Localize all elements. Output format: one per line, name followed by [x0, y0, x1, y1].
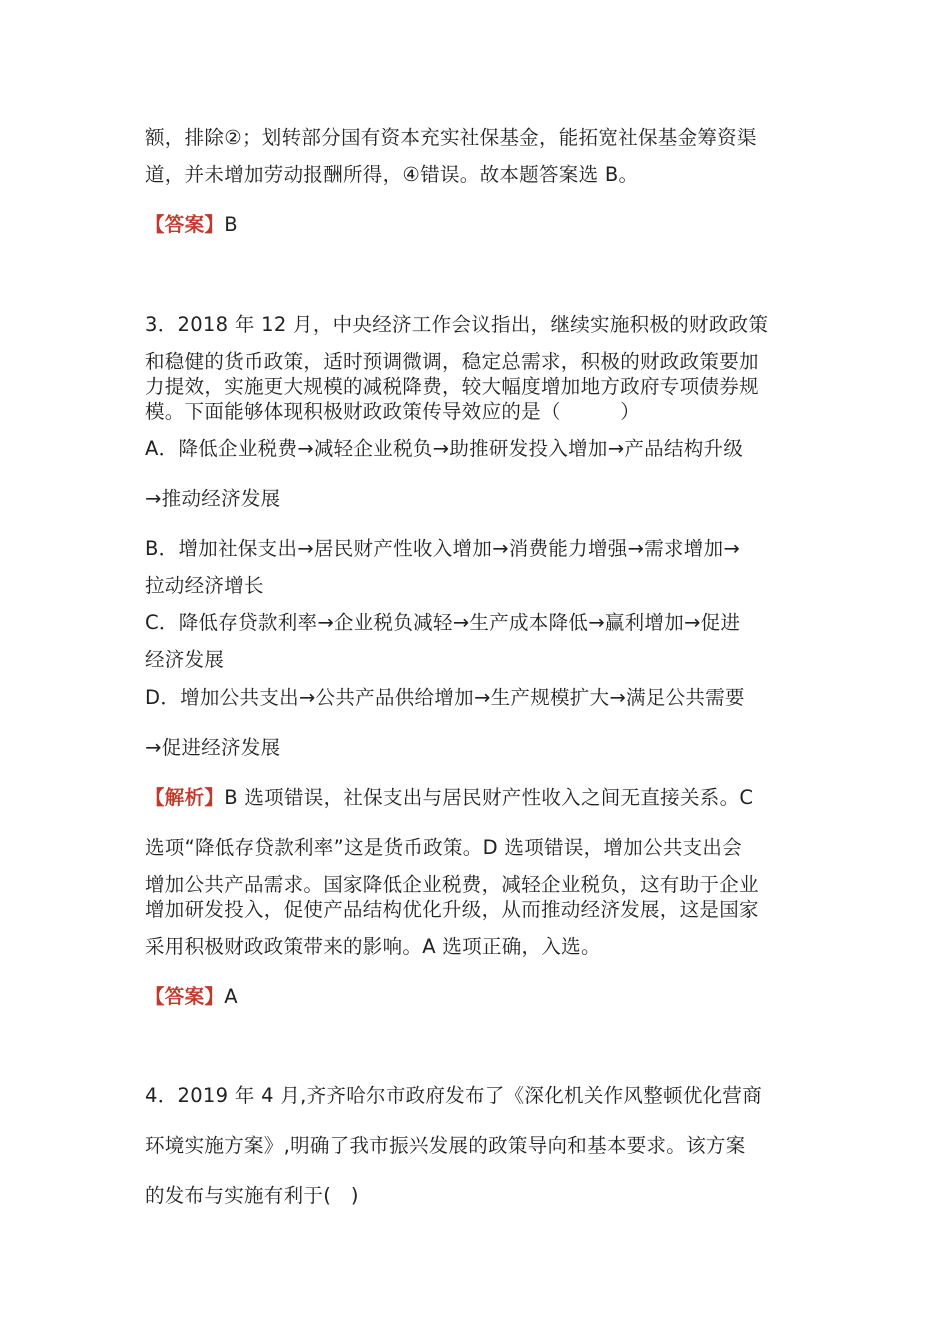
q4-stem-line: 环境实施方案》,明确了我市振兴发展的政策导向和基本要求。该方案 — [145, 1134, 746, 1157]
q4-stem-line: 4．2019 年 4 月,齐齐哈尔市政府发布了《深化机关作风整顿优化营商 — [145, 1084, 763, 1107]
q3-analysis-line: 采用积极财政政策带来的影响。A 选项正确，入选。 — [145, 935, 601, 958]
q3-option-d-cont: →促进经济发展 — [145, 736, 281, 759]
q3-stem-line: 和稳健的货币政策，适时预调微调，稳定总需求，积极的财政政策要加 — [145, 350, 759, 373]
q3-analysis-line — [145, 785, 753, 811]
q3-stem-line: 3．2018 年 12 月，中央经济工作会议指出，继续实施积极的财政政策 — [145, 313, 769, 336]
q3-option-b-cont: 拉动经济增长 — [145, 574, 264, 597]
answer-label: 【答案】 — [145, 213, 225, 236]
prev-explanation-line: 额，排除②；划转部分国有资本充实社保基金，能拓宽社保基金筹资渠 — [145, 126, 757, 149]
q3-stem-line: 力提效，实施更大规模的减税降费，较大幅度增加地方政府专项债券规 — [145, 375, 759, 398]
q3-option-a: A．降低企业税费→减轻企业税负→助推研发投入增加→产品结构升级 — [145, 437, 744, 460]
q3-option-b: B．增加社保支出→居民财产性收入增加→消费能力增强→需求增加→ — [145, 537, 741, 560]
q3-stem-line: 模。下面能够体现积极财政政策传导效应的是（ ） — [145, 400, 641, 423]
q3-option-c-cont: 经济发展 — [145, 648, 225, 671]
prev-answer — [145, 212, 238, 238]
q3-option-c: C．降低存贷款利率→企业税负减轻→生产成本降低→赢利增加→促进 — [145, 611, 741, 634]
q3-option-d: D．增加公共支出→公共产品供给增加→生产规模扩大→满足公共需要 — [145, 686, 745, 709]
answer-label: 【答案】 — [145, 985, 225, 1008]
q3-analysis-line: 增加研发投入，促使产品结构优化升级，从而推动经济发展，这是国家 — [145, 898, 759, 921]
analysis-text: B 选项错误，社保支出与居民财产性收入之间无直接关系。C — [224, 786, 754, 809]
q3-analysis-line: 选项“降低存贷款利率”这是货币政策。D 选项错误，增加公共支出会 — [145, 836, 743, 859]
analysis-label: 【解析】 — [145, 786, 225, 809]
answer-value: B — [224, 213, 238, 236]
q4-stem-line: 的发布与实施有利于( ) — [145, 1184, 359, 1207]
answer-value: A — [224, 985, 238, 1008]
q3-analysis-line: 增加公共产品需求。国家降低企业税费，减轻企业税负，这有助于企业 — [145, 873, 759, 896]
q3-option-a-cont: →推动经济发展 — [145, 487, 281, 510]
prev-explanation-line: 道，并未增加劳动报酬所得，④错误。故本题答案选 B。 — [145, 163, 639, 186]
q3-answer — [145, 984, 238, 1010]
